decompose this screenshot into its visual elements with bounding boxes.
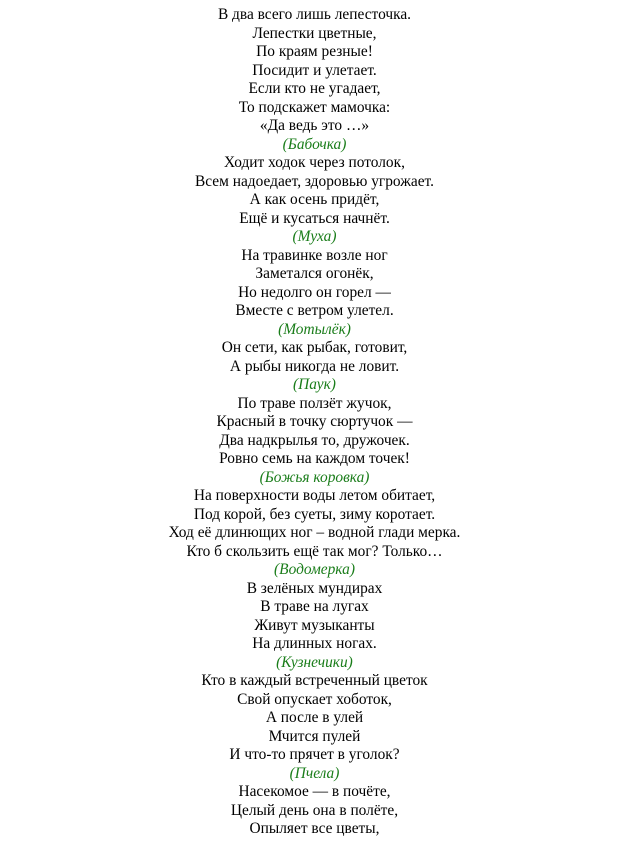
- riddle-line: Посидит и улетает.: [252, 61, 377, 79]
- riddle-block: [0, 395, 629, 488]
- riddle-answer: (Водомерка): [274, 561, 355, 578]
- riddle-answer: (Мотылёк): [278, 320, 351, 338]
- riddle-line: Насекомое — в почёте,: [238, 783, 391, 800]
- riddle-line: Мчится пулей: [268, 727, 361, 745]
- riddle-line: Он сети, как рыбак, готовит,: [221, 339, 408, 356]
- riddle-line: Всем надоедает, здоровью угрожает.: [195, 172, 434, 190]
- riddle-line: Но недолго он горел —: [238, 283, 391, 301]
- riddle-line: Ещё и кусаться начнёт.: [239, 209, 390, 227]
- riddle-answer: (Паук): [293, 376, 336, 393]
- riddle-line: В зелёных мундирах: [246, 579, 383, 597]
- riddle-answer: (Кузнечики): [276, 653, 353, 671]
- riddle-line: По траве ползёт жучок,: [237, 394, 392, 412]
- riddle-block: [0, 580, 629, 673]
- riddle-line: Ход её длинющих ног – водной глади мерка.: [168, 524, 461, 541]
- riddle-line: Кто в каждый встреченный цветок: [201, 672, 428, 689]
- riddle-line: Опыляет все цветы,: [249, 820, 380, 837]
- riddle-answer: (Божья коровка): [259, 468, 370, 486]
- riddle-block: [0, 339, 629, 395]
- riddle-line: Целый день она в полёте,: [230, 801, 399, 819]
- riddle-line: На травинке возле ног: [241, 246, 388, 264]
- riddle-line: На длинных ногах.: [252, 635, 377, 652]
- riddle-line: На поверхности воды летом обитает,: [193, 487, 436, 504]
- riddle-line: А рыбы никогда не ловит.: [229, 357, 400, 375]
- riddle-line: То подскажет мамочка:: [238, 98, 391, 116]
- riddle-line: И что-то прячет в уголок?: [229, 746, 400, 763]
- riddle-line: Если кто не угадает,: [248, 80, 381, 97]
- riddle-line: Свой опускает хоботок,: [237, 690, 392, 708]
- riddle-answer: (Бабочка): [282, 135, 347, 153]
- riddle-line: Заметался огонёк,: [255, 265, 374, 282]
- riddle-line: В траве на лугах: [260, 598, 369, 615]
- riddle-document: [0, 6, 629, 839]
- riddle-line: По краям резные!: [256, 43, 373, 60]
- riddle-answer: (Пчела): [289, 764, 340, 782]
- riddle-block: [0, 154, 629, 247]
- riddle-line: Кто б скользить ещё так мог? Только…: [186, 542, 443, 560]
- riddle-line: Под корой, без суеты, зиму коротает.: [193, 505, 436, 523]
- riddle-line: Красный в точку сюртучок —: [216, 413, 413, 430]
- riddle-line: Вместе с ветром улетел.: [235, 302, 394, 319]
- riddle-answer: (Муха): [292, 228, 337, 245]
- riddle-line: Живут музыканты: [254, 616, 375, 634]
- riddle-block: [0, 672, 629, 783]
- riddle-block: [0, 783, 629, 839]
- riddle-block: [0, 487, 629, 580]
- riddle-line: В два всего лишь лепесточка.: [217, 6, 412, 23]
- riddle-line: А как осень придёт,: [249, 191, 380, 208]
- riddle-block: [0, 6, 629, 154]
- riddle-line: «Да ведь это …»: [259, 117, 370, 134]
- riddle-line: Ровно семь на каждом точек!: [219, 450, 410, 467]
- riddle-block: [0, 247, 629, 340]
- riddle-line: Лепестки цветные,: [252, 24, 377, 42]
- riddle-line: Ходит ходок через потолок,: [224, 154, 405, 171]
- riddle-line: Два надкрылья то, дружочек.: [219, 431, 410, 449]
- riddle-line: А после в улей: [265, 709, 364, 726]
